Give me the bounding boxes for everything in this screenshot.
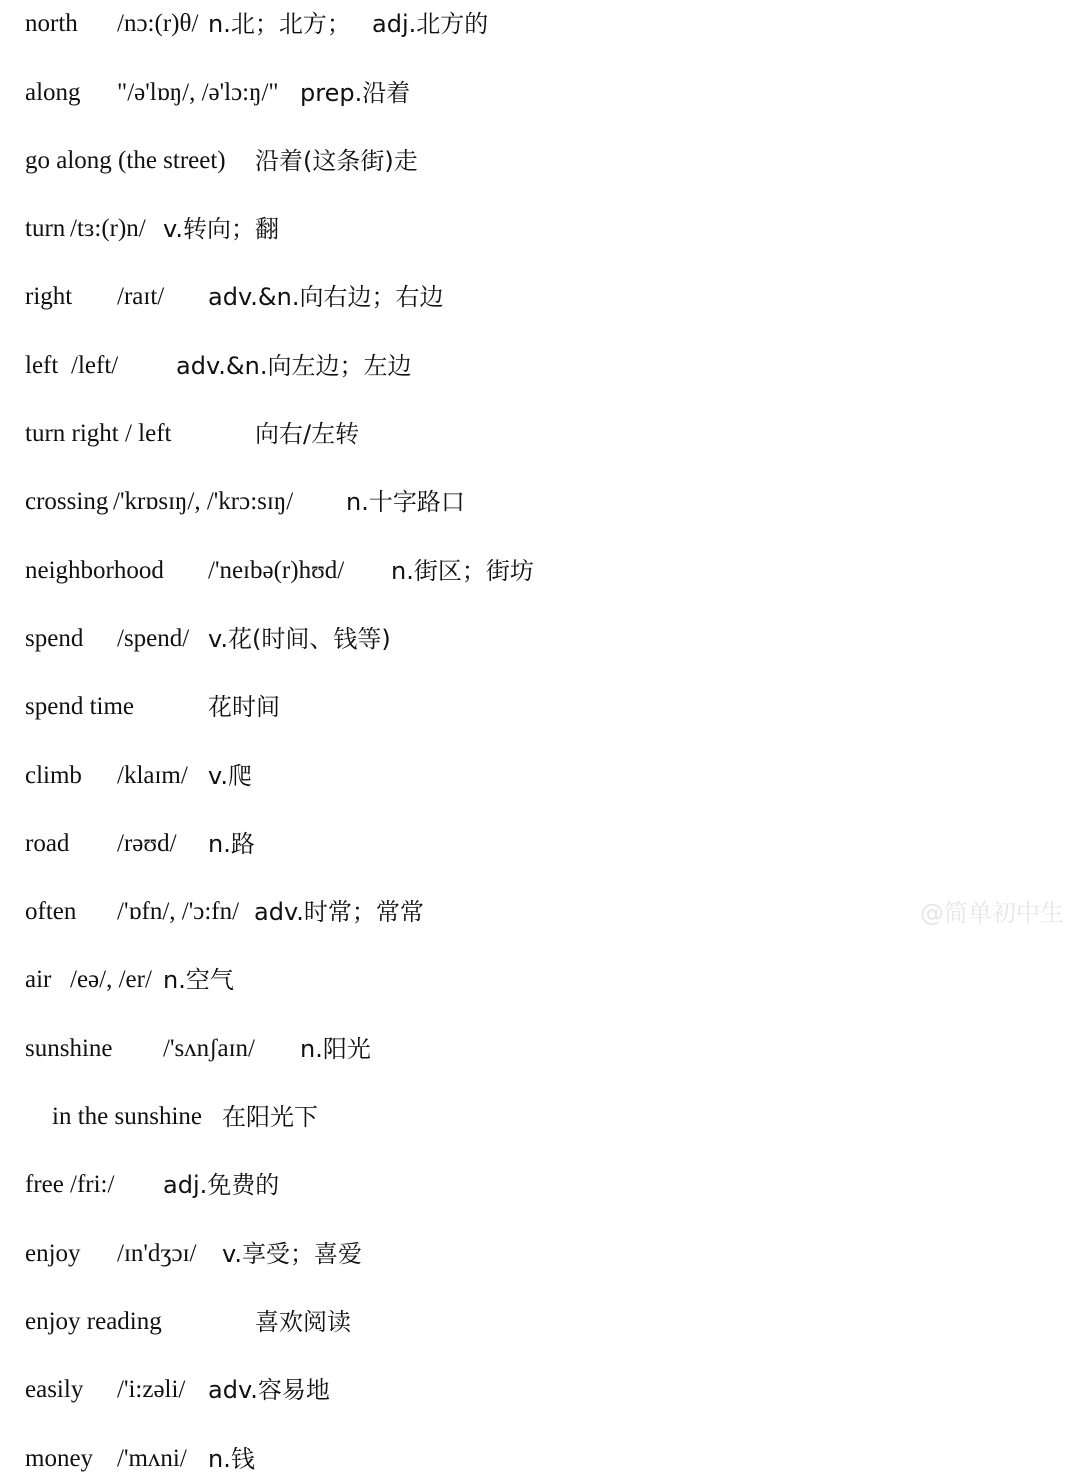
meaning: adv.容易地 (208, 1376, 330, 1404)
list-item (0, 759, 1080, 793)
word: spend time (25, 693, 135, 720)
list-item (0, 280, 1080, 314)
word: go along (the street) (25, 147, 226, 174)
phonetic: /klaɪm/ (117, 762, 188, 789)
list-item (0, 895, 1080, 929)
meaning: n.空气 (163, 966, 234, 994)
word: turn right / left (25, 420, 172, 447)
list-item (0, 1237, 1080, 1271)
meaning: n.路 (208, 830, 255, 858)
phonetic: /'krɒsɪŋ/, /'krɔ:sɪŋ/ (113, 488, 294, 515)
meaning-adj: adj.北方的 (372, 10, 489, 38)
meaning: n.十字路口 (346, 488, 465, 516)
phonetic: /'ɒfn/, /'ɔ:fn/ (117, 898, 240, 925)
phonetic: /'mʌni/ (117, 1445, 187, 1472)
phonetic: /tɜ:(r)n/ (70, 215, 146, 242)
phonetic: /raɪt/ (117, 283, 165, 310)
list-item (0, 349, 1080, 383)
word: money (25, 1445, 94, 1472)
phonetic: /'sʌnʃaɪn/ (163, 1035, 255, 1062)
word: crossing (25, 488, 109, 515)
phonetic: /left/ (71, 352, 119, 379)
meaning: 沿着(这条街)走 (255, 147, 418, 175)
meaning: adv.&n.向右边；右边 (208, 283, 444, 311)
word: enjoy reading (25, 1308, 162, 1335)
phonetic: /spend/ (117, 625, 190, 652)
meaning: n.钱 (208, 1445, 255, 1473)
meaning: 喜欢阅读 (255, 1308, 351, 1336)
list-item (0, 1100, 1080, 1134)
word: air (25, 966, 52, 993)
meaning: 向右/左转 (255, 420, 360, 448)
meaning: adv.时常；常常 (254, 898, 424, 926)
list-item (0, 622, 1080, 656)
meaning: n.北；北方； (208, 10, 351, 38)
watermark: @简单初中生 (920, 899, 1064, 927)
meaning: n.街区；街坊 (391, 557, 534, 585)
list-item (0, 144, 1080, 178)
word: easily (25, 1376, 84, 1403)
word: left (25, 352, 59, 379)
list-item (0, 1168, 1080, 1202)
meaning: v.爬 (208, 762, 252, 790)
list-item (0, 690, 1080, 724)
word: right (25, 283, 73, 310)
list-item (0, 554, 1080, 588)
phonetic: /fri:/ (70, 1171, 115, 1198)
word: climb (25, 762, 82, 789)
meaning: adv.&n.向左边；左边 (176, 352, 412, 380)
word: turn (25, 215, 66, 242)
list-item (0, 963, 1080, 997)
meaning: 花时间 (208, 693, 280, 721)
meaning: 在阳光下 (222, 1103, 318, 1131)
meaning: v.转向；翻 (163, 215, 279, 243)
list-item (0, 1305, 1080, 1339)
phonetic: /ɪn'dʒɔɪ/ (117, 1240, 197, 1267)
word: in the sunshine (52, 1103, 202, 1130)
word: often (25, 898, 77, 925)
list-item (0, 212, 1080, 246)
list-item (0, 1442, 1080, 1476)
word: along (25, 79, 81, 106)
phonetic: /eə/, /er/ (70, 966, 152, 993)
phonetic: /nɔ:(r)θ/ (117, 10, 199, 37)
phonetic: /'neɪbə(r)hʊd/ (208, 557, 345, 584)
meaning: v.享受；喜爱 (222, 1240, 362, 1268)
list-item (0, 827, 1080, 861)
list-item (0, 76, 1080, 110)
meaning: adj.免费的 (163, 1171, 280, 1199)
list-item (0, 417, 1080, 451)
word: road (25, 830, 70, 857)
word: spend (25, 625, 84, 652)
phonetic: /rəʊd/ (117, 830, 177, 857)
list-item (0, 485, 1080, 519)
phonetic: /'i:zəli/ (117, 1376, 186, 1403)
list-item (0, 1032, 1080, 1066)
word: enjoy (25, 1240, 81, 1267)
meaning: n.阳光 (300, 1035, 371, 1063)
meaning: prep.沿着 (300, 79, 411, 107)
meaning: v.花(时间、钱等) (208, 625, 391, 653)
list-item (0, 1373, 1080, 1407)
word: free (25, 1171, 64, 1198)
word: north (25, 10, 78, 37)
list-item (0, 7, 1080, 41)
word: sunshine (25, 1035, 113, 1062)
word: neighborhood (25, 557, 164, 584)
phonetic: "/ə'lɒŋ/, /ə'lɔ:ŋ/" (117, 79, 279, 106)
